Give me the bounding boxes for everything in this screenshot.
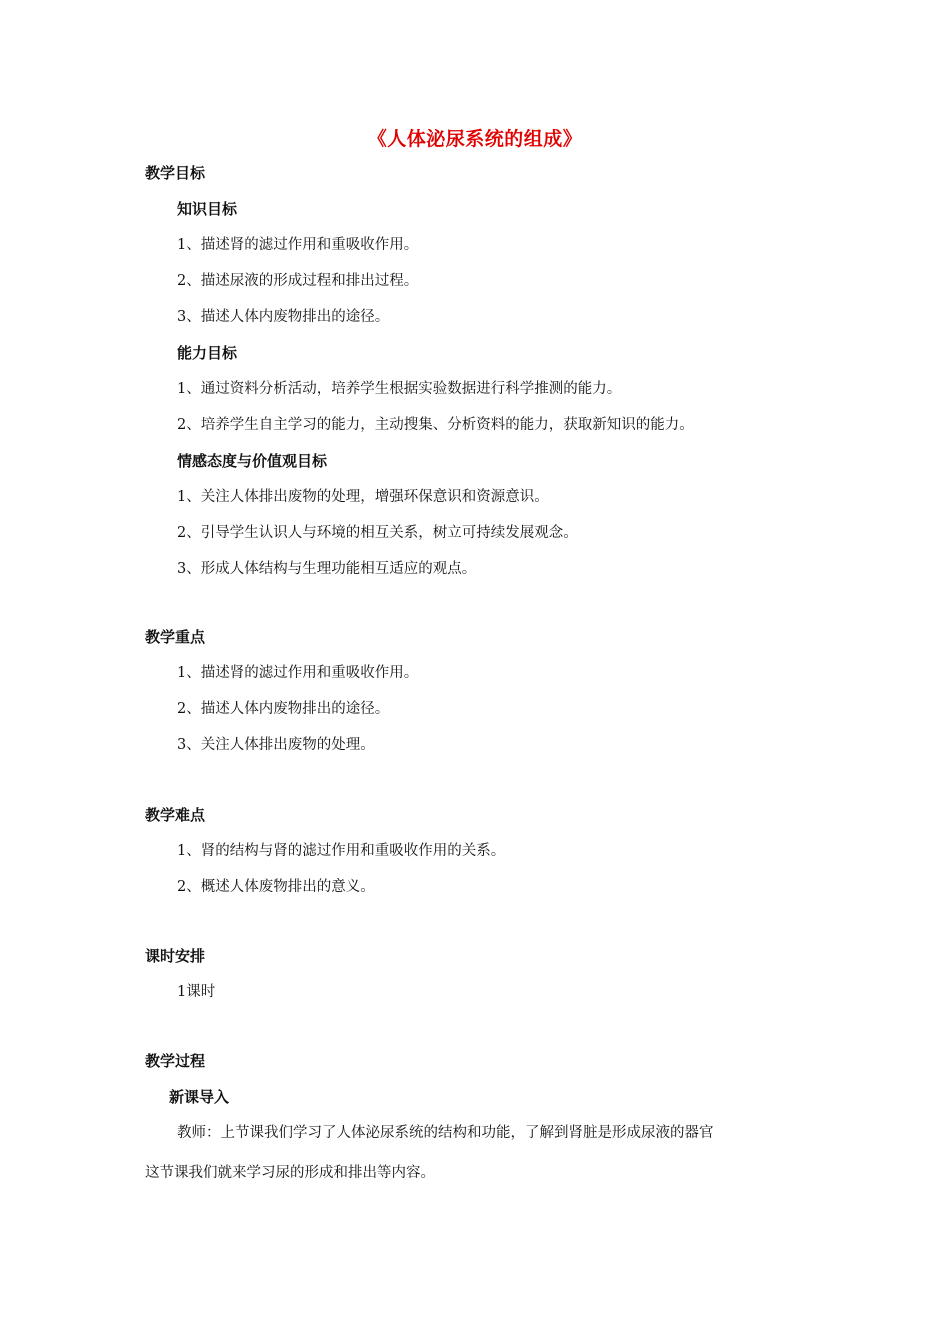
section-heading-difficulties: 教学难点 xyxy=(145,806,206,824)
subheading-intro: 新课导入 xyxy=(169,1088,230,1106)
difficulty-item: 1、肾的结构与肾的滤过作用和重吸收作用的关系。 xyxy=(177,843,506,859)
schedule-value: 1课时 xyxy=(177,984,216,1000)
subheading-ability: 能力目标 xyxy=(177,344,238,362)
ability-item: 2、培养学生自主学习的能力，主动搜集、分析资料的能力，获取新知识的能力。 xyxy=(177,417,694,433)
ability-item: 1、通过资料分析活动，培养学生根据实验数据进行科学推测的能力。 xyxy=(177,381,622,397)
key-point-item: 3、关注人体排出废物的处理。 xyxy=(177,737,375,753)
document-title: 《人体泌尿系统的组成》 xyxy=(367,128,583,150)
intro-paragraph-line: 这节课我们就来学习尿的形成和排出等内容。 xyxy=(145,1165,435,1181)
section-heading-schedule: 课时安排 xyxy=(145,947,206,965)
subheading-attitude: 情感态度与价值观目标 xyxy=(177,452,328,470)
difficulty-item: 2、概述人体废物排出的意义。 xyxy=(177,879,375,895)
section-heading-key-points: 教学重点 xyxy=(145,628,206,646)
key-point-item: 1、描述肾的滤过作用和重吸收作用。 xyxy=(177,665,419,681)
knowledge-item: 2、描述尿液的形成过程和排出过程。 xyxy=(177,273,419,289)
knowledge-item: 1、描述肾的滤过作用和重吸收作用。 xyxy=(177,237,419,253)
section-heading-objectives: 教学目标 xyxy=(145,164,206,182)
subheading-knowledge: 知识目标 xyxy=(177,200,238,218)
knowledge-item: 3、描述人体内废物排出的途径。 xyxy=(177,309,390,325)
section-heading-process: 教学过程 xyxy=(145,1052,206,1070)
attitude-item: 1、关注人体排出废物的处理，增强环保意识和资源意识。 xyxy=(177,489,549,505)
key-point-item: 2、描述人体内废物排出的途径。 xyxy=(177,701,390,717)
intro-paragraph-line: 教师：上节课我们学习了人体泌尿系统的结构和功能，了解到肾脏是形成尿液的器官 xyxy=(177,1125,714,1141)
attitude-item: 2、引导学生认识人与环境的相互关系，树立可持续发展观念。 xyxy=(177,525,578,541)
attitude-item: 3、形成人体结构与生理功能相互适应的观点。 xyxy=(177,561,477,577)
